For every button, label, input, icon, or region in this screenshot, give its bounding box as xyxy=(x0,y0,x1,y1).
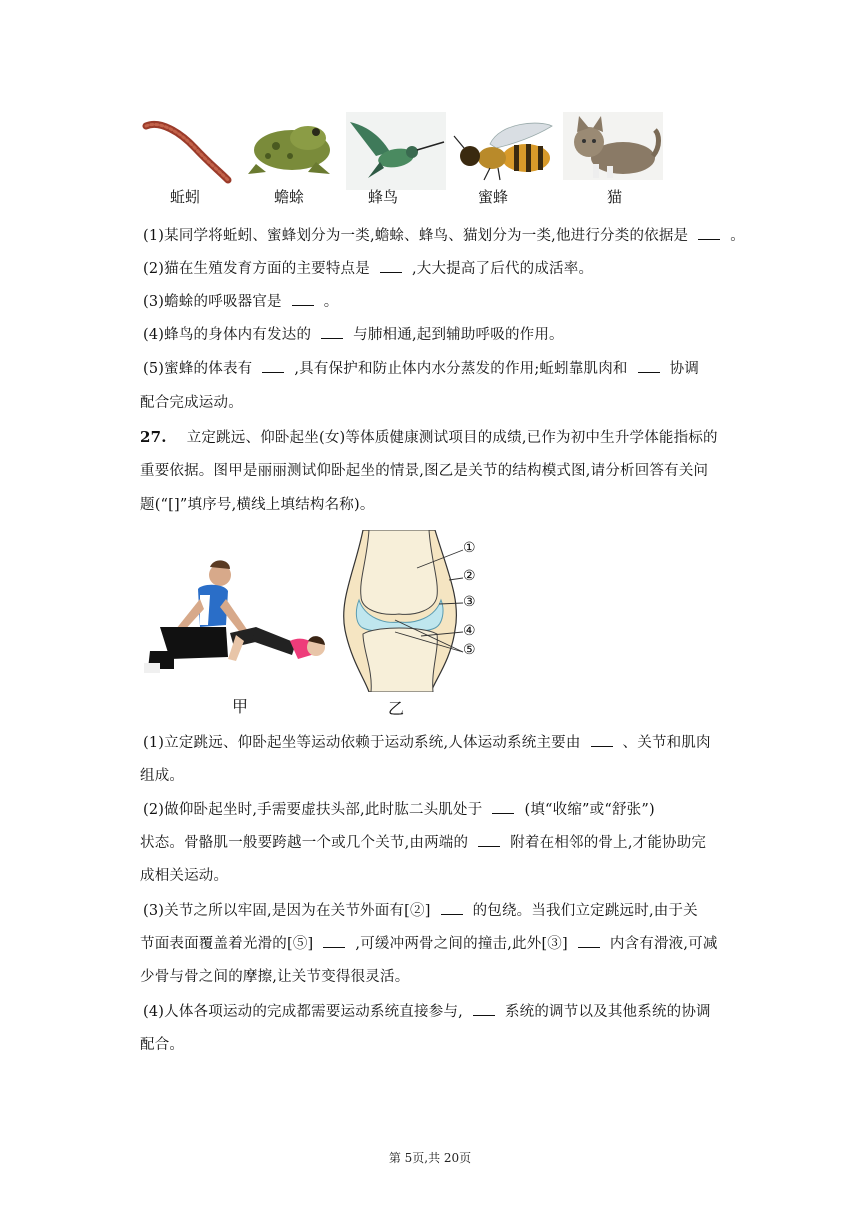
q27-intro-line3: 题(“[]”填序号,横线上填结构名称)。 xyxy=(140,497,375,513)
answer-blank[interactable] xyxy=(473,1003,495,1016)
marker-5: ⑤ xyxy=(463,642,476,658)
marker-2: ② xyxy=(463,568,476,584)
answer-blank[interactable] xyxy=(698,227,720,240)
marker-3: ③ xyxy=(463,594,476,610)
answer-blank[interactable] xyxy=(380,260,402,273)
q27-part1: (1)立定跳远、仰卧起坐等运动依赖于运动系统,人体运动系统主要由 、关节和肌肉 xyxy=(143,735,711,751)
q26-part1: (1)某同学将蚯蚓、蜜蜂划分为一类,蟾蜍、蜂鸟、猫划分为一类,他进行分类的依据是 。 xyxy=(143,228,745,244)
answer-blank[interactable] xyxy=(638,360,660,373)
q27-part3-cont: 节面表面覆盖着光滑的[⑤] ,可缓冲两骨之间的撞击,此外[③] 内含有滑液,可减 xyxy=(140,936,718,952)
answer-blank[interactable] xyxy=(323,935,345,948)
animal-label-cat: 猫 xyxy=(607,188,623,206)
q26-part5: (5)蜜蜂的体表有 ,具有保护和防止体内水分蒸发的作用;蚯蚓靠肌肉和 协调 xyxy=(143,361,700,377)
figure-label-jia: 甲 xyxy=(232,697,249,716)
q27-part4-cont: 配合。 xyxy=(140,1037,185,1053)
q27-part3-cont2: 少骨与骨之间的摩擦,让关节变得很灵活。 xyxy=(140,969,410,985)
answer-blank[interactable] xyxy=(478,834,500,847)
animal-label-toad: 蟾蜍 xyxy=(274,188,305,206)
answer-blank[interactable] xyxy=(292,293,314,306)
q27-intro-line1: 27. 立定跳远、仰卧起坐(女)等体质健康测试项目的成绩,已作为初中生升学体能指标的 xyxy=(140,428,718,446)
q27-intro-line2: 重要依据。图甲是丽丽测试仰卧起坐的情景,图乙是关节的结构模式图,请分析回答有关问 xyxy=(140,463,709,479)
q27-part4: (4)人体各项运动的完成都需要运动系统直接参与, 系统的调节以及其他系统的协调 xyxy=(143,1004,711,1020)
cat-image xyxy=(563,112,663,180)
earthworm-image xyxy=(140,112,232,184)
animal-label-hummingbird: 蜂鸟 xyxy=(368,188,399,206)
q27-part2: (2)做仰卧起坐时,手需要虚扶头部,此时肱二头肌处于 (填“收缩”或“舒张”) xyxy=(143,802,655,818)
question-number: 27. xyxy=(140,428,167,446)
bee-image xyxy=(450,118,554,182)
animal-label-earthworm: 蚯蚓 xyxy=(170,188,201,206)
hummingbird-image xyxy=(346,112,446,190)
q26-part3: (3)蟾蜍的呼吸器官是 。 xyxy=(143,294,339,310)
q26-part2: (2)猫在生殖发育方面的主要特点是 ,大大提高了后代的成活率。 xyxy=(143,261,594,277)
answer-blank[interactable] xyxy=(591,734,613,747)
toad-image xyxy=(246,116,340,178)
answer-blank[interactable] xyxy=(321,326,343,339)
q27-part2-cont: 状态。骨骼肌一般要跨越一个或几个关节,由两端的 附着在相邻的骨上,才能协助完 xyxy=(140,835,707,851)
answer-blank[interactable] xyxy=(492,801,514,814)
q26-part5-cont: 配合完成运动。 xyxy=(140,395,243,411)
page-footer: 第 5页,共 20页 xyxy=(388,1151,472,1165)
animal-label-bee: 蜜蜂 xyxy=(478,188,509,206)
marker-1: ① xyxy=(463,540,476,556)
q26-part4: (4)蜂鸟的身体内有发达的 与肺相通,起到辅助呼吸的作用。 xyxy=(143,327,564,343)
figure-label-yi: 乙 xyxy=(388,699,405,718)
q27-part3: (3)关节之所以牢固,是因为在关节外面有[②] 的包绕。当我们立定跳远时,由于关 xyxy=(143,903,698,919)
answer-blank[interactable] xyxy=(441,902,463,915)
marker-4: ④ xyxy=(463,623,476,639)
q27-part1-cont: 组成。 xyxy=(140,768,185,784)
situp-scene-image xyxy=(140,555,325,680)
answer-blank[interactable] xyxy=(578,935,600,948)
answer-blank[interactable] xyxy=(262,360,284,373)
q27-part2-cont2: 成相关运动。 xyxy=(140,868,229,884)
